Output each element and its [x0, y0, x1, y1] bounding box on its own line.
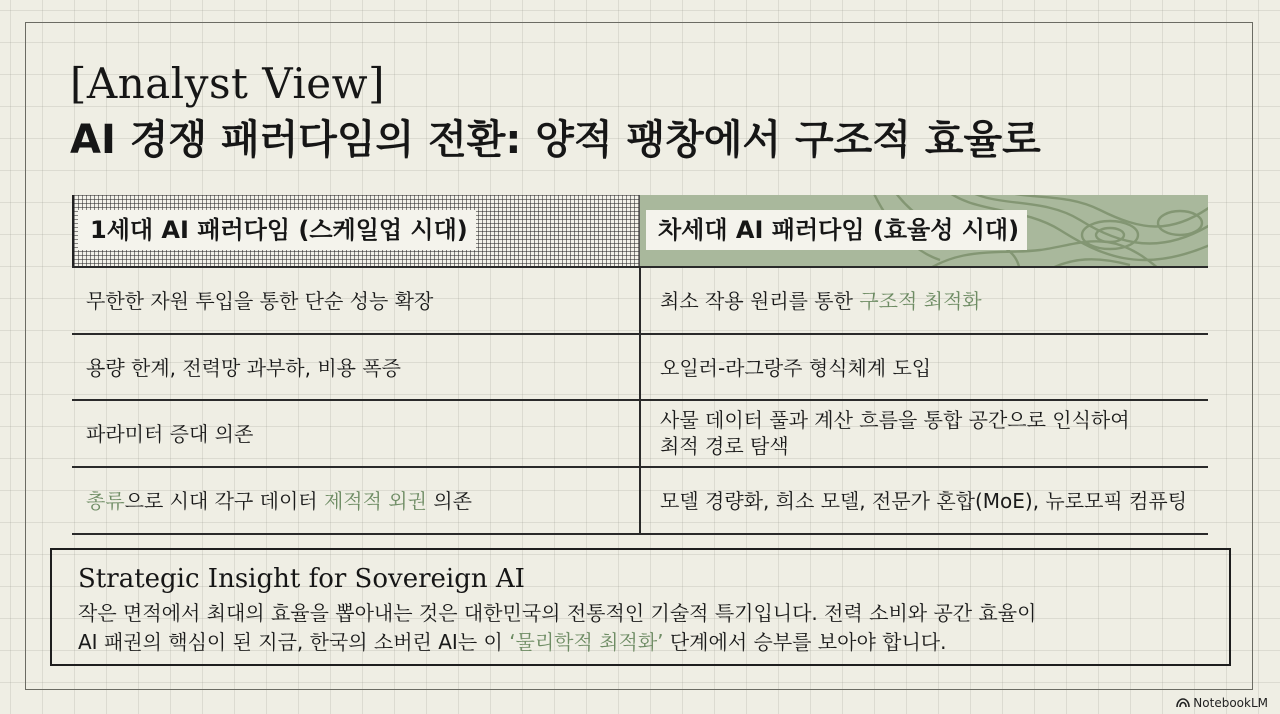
header-divider	[639, 195, 640, 266]
row-divider	[72, 466, 1208, 468]
left-column-header	[72, 195, 639, 266]
table-cell-r3-right	[660, 407, 1130, 459]
notebooklm-logo	[1176, 696, 1268, 710]
row-divider	[72, 333, 1208, 335]
cell-text: 무한한 자원 투입을 통한 단순 성능 확장	[86, 289, 434, 313]
row-divider	[72, 533, 1208, 535]
cell-text: 으로 시대 각구 데이터	[124, 489, 324, 513]
table-cell-r2-left	[86, 354, 401, 382]
cell-text: 모델 경량화, 희소 모델, 전문가 혼합(MoE), 뉴로모픽 컴퓨팅	[660, 489, 1188, 513]
insight-line2	[78, 628, 1036, 657]
cell-text-accent: 총류	[86, 489, 125, 513]
table-cell-r1-right	[660, 287, 982, 315]
insight-text-accent: ‘물리학적 최적화’	[509, 630, 664, 654]
cell-text: 용량 한계, 전력망 과부하, 비용 폭증	[86, 356, 401, 380]
cell-text-accent: 구조적 최적화	[859, 289, 982, 313]
row-divider	[72, 266, 1208, 268]
insight-line1: 작은 면적에서 최대의 효율을 뽑아내는 것은 대한민국의 전통적인 기술적 특기입니다. 전력 소비와 공간 효율이	[78, 601, 1037, 625]
notebooklm-logo-icon	[1176, 698, 1190, 708]
left-header-label: 1세대 AI 패러다임 (스케일업 시대)	[78, 210, 476, 250]
right-column-header	[640, 195, 1208, 266]
insight-box	[50, 548, 1231, 666]
cell-text: 최소 작용 원리를 통한	[660, 289, 860, 313]
table-cell-r3-left	[86, 420, 253, 448]
title-analyst-view: [Analyst View]	[70, 59, 385, 108]
table-cell-r1-left	[86, 287, 433, 315]
insight-text: AI 패권의 핵심이 된 지금, 한국의 소버린 AI는 이	[78, 630, 510, 654]
right-header-label: 차세대 AI 패러다임 (효율성 시대)	[646, 210, 1027, 250]
row-divider	[72, 399, 1208, 401]
insight-text: 단계에서 승부를 보아야 합니다.	[663, 630, 947, 654]
cell-text: 파라미터 증대 의존	[86, 422, 254, 446]
logo-text: NotebookLM	[1193, 696, 1268, 710]
cell-text-line2: 최적 경로 탐색	[660, 434, 789, 458]
page-title: AI 경쟁 패러다임의 전환: 양적 팽창에서 구조적 효율로	[70, 117, 1041, 163]
comparison-table	[72, 195, 1208, 535]
insight-title: Strategic Insight for Sovereign AI	[78, 564, 525, 594]
cell-text: 의존	[426, 489, 472, 513]
insight-body	[78, 599, 1036, 657]
cell-text-accent: 제적적 외권	[323, 489, 427, 513]
table-cell-r4-right	[660, 487, 1187, 515]
cell-text-line1: 사물 데이터 풀과 계산 흐름을 통합 공간으로 인식하여	[660, 408, 1130, 432]
table-cell-r2-right	[660, 354, 931, 382]
table-cell-r4-left	[86, 487, 472, 515]
cell-text: 오일러-라그랑주 형식체계 도입	[660, 356, 932, 380]
column-divider	[639, 266, 641, 535]
